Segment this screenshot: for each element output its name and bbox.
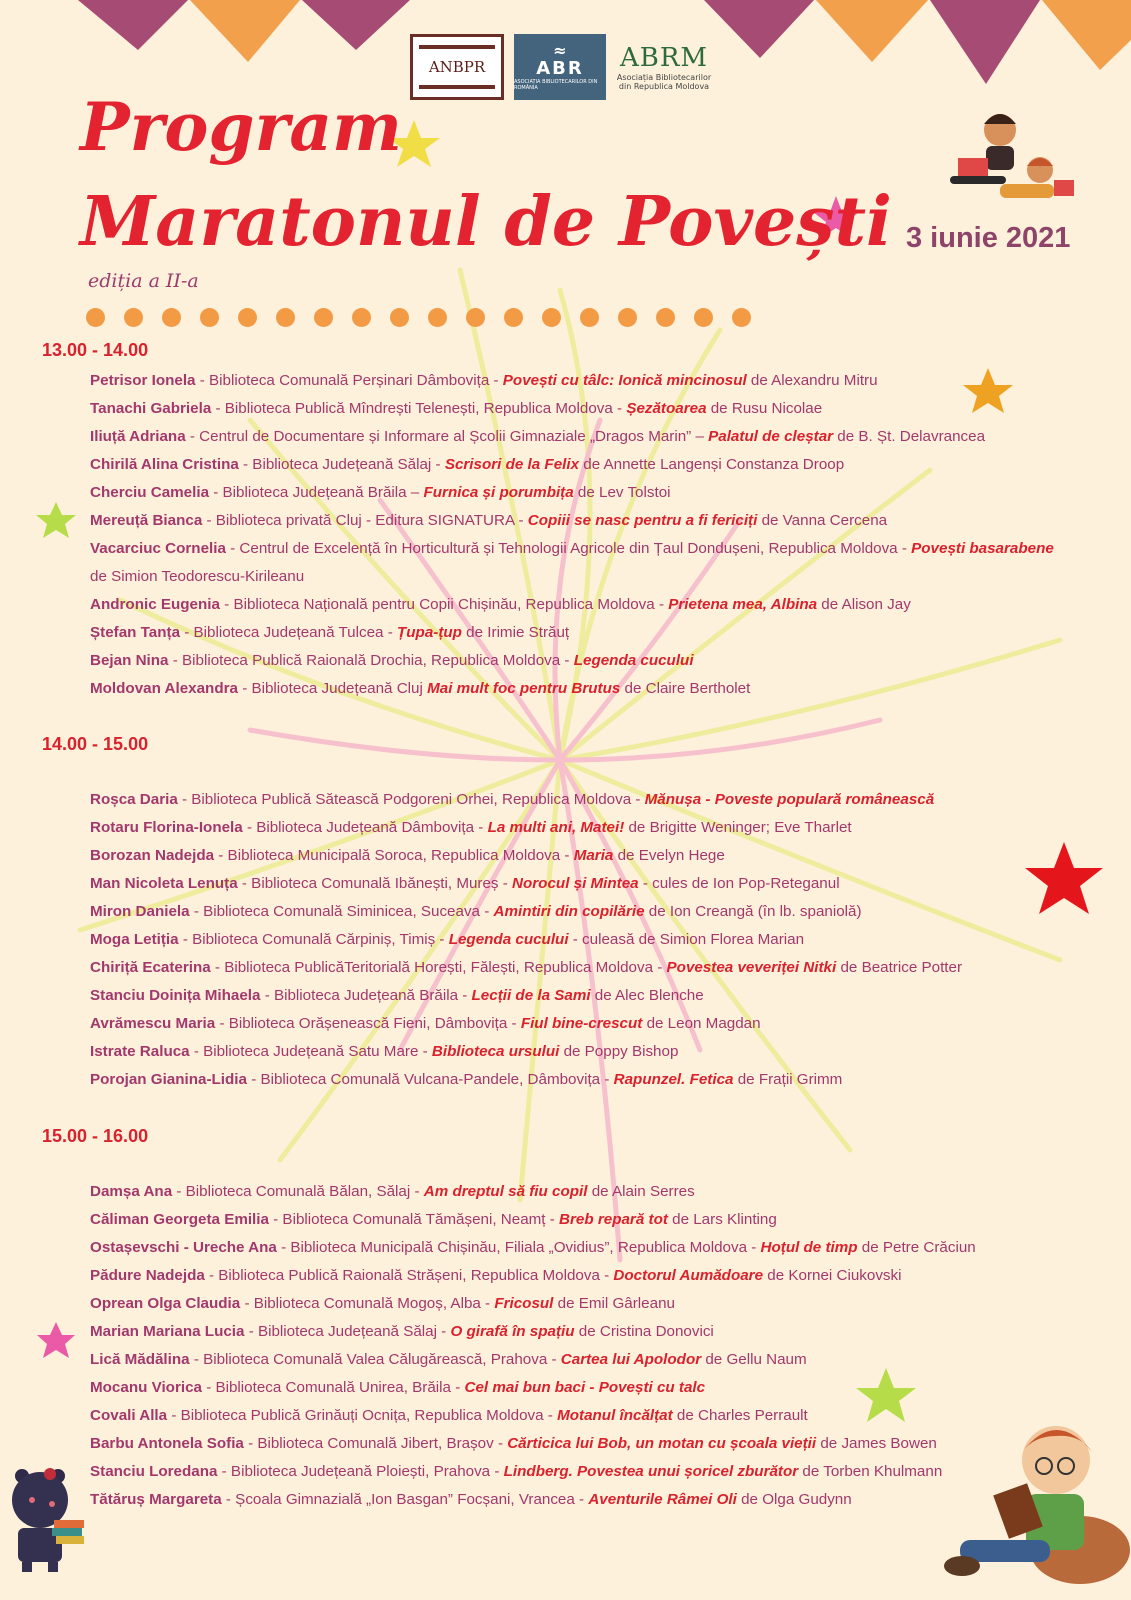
program-entry [90, 1010, 1070, 1038]
program-entry [90, 423, 1070, 451]
library-name: - Biblioteca Națională pentru Copii Chișinău, Republica Moldova - [219, 596, 669, 613]
library-name: - Biblioteca Comunală Siminicea, Suceava - [189, 903, 494, 920]
reader-name: Roșca Daria [90, 791, 178, 808]
library-name: - Biblioteca Publică Raională Strășeni, Republica Moldova - [204, 1267, 614, 1284]
book-title: O girafă în spațiu [450, 1323, 575, 1340]
program-entry [90, 814, 1070, 842]
reader-name: Rotaru Florina-Ionela [90, 819, 243, 836]
book-title: Mănușa - Poveste populară românească [644, 791, 935, 808]
time-slot-heading: 13.00 - 14.00 [42, 340, 149, 360]
library-name: - Biblioteca Comunală Valea Călugărească, Prahova - [189, 1351, 561, 1368]
program-entry [90, 1374, 1070, 1402]
abrm-logo [616, 34, 712, 100]
program-entry [90, 1262, 1070, 1290]
library-name: - Biblioteca Comunală Unirea, Brăila - [201, 1379, 465, 1396]
book-title: Biblioteca ursului [431, 1043, 560, 1060]
book-author: de James Bowen [816, 1435, 937, 1452]
program-entry [90, 786, 1070, 814]
book-author: de Frații Grimm [733, 1071, 843, 1088]
library-name: - Biblioteca Comunală Tămășeni, Neamț - [268, 1211, 560, 1228]
library-name: - Biblioteca PublicăTeritorială Horești, Fălești, Republica Moldova - [210, 959, 667, 976]
page-title-line1: Program [80, 88, 402, 166]
program-entry [90, 1346, 1070, 1374]
book-title: Povești basarabene [911, 540, 1054, 557]
book-author: de Annette Langenși Constanza Droop [579, 456, 845, 473]
book-author: de Poppy Bishop [559, 1043, 679, 1060]
reader-name: Mereuță Bianca [90, 512, 203, 529]
program-entry [90, 535, 1070, 591]
program-entry [90, 1458, 1070, 1486]
book-author: de Lars Klinting [667, 1211, 777, 1228]
book-title: Scrisori de la Felix [444, 456, 580, 473]
book-author: - cules de Ion Pop-Reteganul [638, 875, 840, 892]
reader-name: Tanachi Gabriela [90, 400, 212, 417]
book-title: Cartea lui Apolodor [560, 1351, 702, 1368]
divider-dot [580, 308, 599, 327]
time-slot-heading: 14.00 - 15.00 [42, 734, 149, 754]
book-author: de Lev Tolstoi [573, 484, 671, 501]
program-entry [90, 619, 1070, 647]
book-author: de Emil Gârleanu [553, 1295, 675, 1312]
book-author: - culeasă de Simion Florea Marian [568, 931, 805, 948]
wave-icon: ≈ [553, 40, 567, 60]
library-name: - Biblioteca Orășenească Fieni, Dâmbovița - [215, 1015, 521, 1032]
book-title: Cărticica lui Bob, un motan cu școala vieții [507, 1435, 817, 1452]
program-entry [90, 395, 1070, 423]
reader-name: Chiriță Ecaterina [90, 959, 211, 976]
divider-dot [618, 308, 637, 327]
program-entry [90, 1234, 1070, 1262]
program-entry [90, 479, 1070, 507]
book-author: de Vanna Cercena [757, 512, 888, 529]
book-author: de Olga Gudynn [736, 1491, 852, 1508]
reader-name: Cherciu Camelia [90, 484, 210, 501]
program-entry [90, 1038, 1070, 1066]
divider-dot [390, 308, 409, 327]
book-title: Legenda cucului [573, 652, 694, 669]
book-author: de Charles Perrault [672, 1407, 808, 1424]
program-entry [90, 1290, 1070, 1318]
book-author: de Alexandru Mitru [746, 372, 878, 389]
reader-name: Barbu Antonela Sofia [90, 1435, 244, 1452]
abr-logo-text: ABR [536, 57, 584, 79]
abr-logo-subtitle: ASOCIAȚIA BIBLIOTECARILOR DIN ROMÂNIA [514, 78, 598, 91]
reader-name: Man Nicoleta Lenuța [90, 875, 238, 892]
book-title: Copiii se nasc pentru a fi fericiți [527, 512, 758, 529]
program-entry [90, 1402, 1070, 1430]
library-name: - Centrul de Documentare și Informare al Școlii Gimnaziale „Dragos Marin” – [185, 428, 709, 445]
book-title: Breb repară tot [559, 1211, 668, 1228]
book-title: Furnica și porumbița [423, 484, 574, 501]
library-name: - Biblioteca Județeană Cluj [237, 680, 428, 697]
reader-name: Ștefan Tanța [90, 624, 181, 641]
divider-dot [466, 308, 485, 327]
reader-name: Andronic Eugenia [90, 596, 220, 613]
book-title: Cel mai bun baci - Povești cu talc [464, 1379, 706, 1396]
book-title: Amintiri din copilărie [493, 903, 645, 920]
book-title: Aventurile Râmei Oli [588, 1491, 737, 1508]
book-title: La multi ani, Matei! [487, 819, 625, 836]
reader-name: Oprean Olga Claudia [90, 1295, 241, 1312]
book-author: de Evelyn Hege [613, 847, 725, 864]
book-title: Lecții de la Sami [471, 987, 591, 1004]
reader-name: Tătăruș Margareta [90, 1491, 222, 1508]
book-title: Povești cu tâlc: Ionică mincinosul [502, 372, 747, 389]
partner-logos [410, 34, 712, 100]
book-title: Norocul și Mintea [512, 875, 639, 892]
book-title: Țupa-țup [397, 624, 462, 641]
library-name: - Biblioteca Județeană Satu Mare - [189, 1043, 432, 1060]
edition-label: ediția a II-a [88, 270, 199, 292]
library-name: - Biblioteca Publică Mîndrești Telenești, Republica Moldova - [211, 400, 627, 417]
library-name: - Centrul de Excelență în Horticultură și Tehnologii Agricole din Țaul Dondușeni, Republica Moldova - [225, 540, 912, 557]
program-entry [90, 1178, 1070, 1206]
reader-name: Porojan Gianina-Lidia [90, 1071, 247, 1088]
library-name: - Biblioteca Județeană Dâmbovița - [242, 819, 488, 836]
program-entry [90, 451, 1070, 479]
divider-dot [124, 308, 143, 327]
library-name: - Biblioteca Comunală Vulcana-Pandele, Dâmbovița - [246, 1071, 614, 1088]
book-title: Motanul încălțat [557, 1407, 673, 1424]
program-entry [90, 1430, 1070, 1458]
book-author: de Alain Serres [587, 1183, 695, 1200]
library-name: - Biblioteca privată Cluj - Editura SIGNATURA - [202, 512, 528, 529]
library-name: - Biblioteca Comunală Jibert, Brașov - [243, 1435, 508, 1452]
book-author: de Kornei Ciukovski [763, 1267, 902, 1284]
reader-name: Ostașevschi - Ureche Ana [90, 1239, 277, 1256]
library-name: - Biblioteca Publică Raională Drochia, Republica Moldova - [168, 652, 574, 669]
program-entry [90, 647, 1070, 675]
book-author: de B. Șt. Delavrancea [833, 428, 986, 445]
program-entry [90, 982, 1070, 1010]
library-name: - Biblioteca Comunală Mogoș, Alba - [240, 1295, 495, 1312]
book-author: de Brigitte Weninger; Eve Tharlet [624, 819, 852, 836]
book-author: de Irimie Străuț [461, 624, 570, 641]
reader-name: Covali Alla [90, 1407, 168, 1424]
page-title-line2: Maratonul de Povești [80, 182, 892, 262]
library-name: - Biblioteca Municipală Chișinău, Filiala „Ovidius”, Republica Moldova - [276, 1239, 761, 1256]
program-entry [90, 675, 1070, 703]
book-author: de Rusu Nicolae [706, 400, 823, 417]
book-author: de Simion Teodorescu-Kirileanu [90, 568, 305, 585]
library-name: - Biblioteca Publică Grinăuți Ocnița, Republica Moldova - [167, 1407, 558, 1424]
book-title: Am dreptul să fiu copil [423, 1183, 588, 1200]
book-title: Doctorul Aumădoare [613, 1267, 764, 1284]
reader-name: Moldovan Alexandra [90, 680, 238, 697]
library-name: - Biblioteca Comunală Cărpiniș, Timiș - [178, 931, 449, 948]
program-entry [90, 1486, 1070, 1514]
library-name: - Școala Gimnazială „Ion Basgan” Focșani, Vrancea - [221, 1491, 589, 1508]
book-author: de Alec Blenche [590, 987, 704, 1004]
program-entry [90, 1066, 1070, 1094]
reader-name: Damșa Ana [90, 1183, 173, 1200]
program-entry [90, 367, 1070, 395]
program-entry [90, 954, 1070, 982]
program-entry [90, 870, 1070, 898]
library-name: - Biblioteca Județeană Ploiești, Prahova - [217, 1463, 504, 1480]
program-entry [90, 842, 1070, 870]
program-entry [90, 898, 1070, 926]
reader-name: Stanciu Doinița Mihaela [90, 987, 261, 1004]
divider-dot [428, 308, 447, 327]
book-title: Prietena mea, Albina [668, 596, 818, 613]
divider-dot [352, 308, 371, 327]
divider-dot [732, 308, 751, 327]
reader-name: Marian Mariana Lucia [90, 1323, 245, 1340]
reader-name: Bejan Nina [90, 652, 169, 669]
library-name: - Biblioteca Publică Sătească Podgoreni Orhei, Republica Moldova - [177, 791, 645, 808]
library-name: - Biblioteca Județeană Tulcea - [180, 624, 397, 641]
divider-dot [238, 308, 257, 327]
reader-name: Căliman Georgeta Emilia [90, 1211, 269, 1228]
library-name: - Biblioteca Județeană Brăila – [209, 484, 424, 501]
reading-children-illustration [950, 114, 1074, 198]
book-title: Fricosul [494, 1295, 554, 1312]
reader-name: Miron Daniela [90, 903, 190, 920]
divider-dot [314, 308, 333, 327]
reader-name: Petrisor Ionela [90, 372, 196, 389]
book-author: de Cristina Donovici [574, 1323, 714, 1340]
book-title: Lindberg. Povestea unui șoricel zburător [503, 1463, 799, 1480]
book-author: de Beatrice Potter [836, 959, 963, 976]
library-name: - Biblioteca Județeană Sălaj - [238, 456, 445, 473]
program-entry [90, 591, 1070, 619]
reader-name: Avrămescu Maria [90, 1015, 216, 1032]
abrm-logo-subtitle: Asociația Bibliotecarilor din Republica Moldova [616, 73, 712, 91]
library-name: - Biblioteca Comunală Ibănești, Mureș - [237, 875, 513, 892]
book-title: Palatul de cleștar [708, 428, 834, 445]
divider-dot [86, 308, 105, 327]
book-author: de Claire Bertholet [620, 680, 751, 697]
book-author: de Torben Khulmann [798, 1463, 943, 1480]
book-title: Legenda cucului [448, 931, 569, 948]
library-name: - Biblioteca Municipală Soroca, Republica Moldova - [214, 847, 574, 864]
book-title: Povestea veveriței Nitki [666, 959, 837, 976]
abrm-logo-text: ABRM [619, 43, 709, 73]
book-author: de Leon Magdan [642, 1015, 761, 1032]
book-title: Hoțul de timp [760, 1239, 858, 1256]
reader-name: Stanciu Loredana [90, 1463, 218, 1480]
reader-name: Mocanu Viorica [90, 1379, 202, 1396]
library-name: - Biblioteca Comunală Bălan, Sălaj - [172, 1183, 424, 1200]
reader-name: Moga Letiția [90, 931, 179, 948]
reader-name: Iliuță Adriana [90, 428, 186, 445]
event-date: 3 iunie 2021 [906, 222, 1071, 254]
book-author: de Gellu Naum [701, 1351, 807, 1368]
library-name: - Biblioteca Județeană Sălaj - [244, 1323, 451, 1340]
anbpr-logo [410, 34, 504, 100]
divider-dot [276, 308, 295, 327]
book-title: Șezătoarea [626, 400, 707, 417]
reader-name: Vacarciuc Cornelia [90, 540, 226, 557]
abr-logo [514, 34, 606, 100]
reader-name: Lică Mădălina [90, 1351, 190, 1368]
book-author: de Petre Crăciun [857, 1239, 976, 1256]
library-name: - Biblioteca Județeană Brăila - [260, 987, 472, 1004]
reader-name: Chirilă Alina Cristina [90, 456, 239, 473]
dot-divider [86, 308, 751, 327]
divider-dot [542, 308, 561, 327]
divider-dot [162, 308, 181, 327]
divider-dot [656, 308, 675, 327]
library-name: - Biblioteca Comunală Perșinari Dâmbovița - [195, 372, 503, 389]
anbpr-logo-text: ANBPR [428, 58, 486, 76]
divider-dot [200, 308, 219, 327]
divider-dot [694, 308, 713, 327]
reader-name: Istrate Raluca [90, 1043, 190, 1060]
book-title: Fiul bine-crescut [520, 1015, 643, 1032]
book-title: Mai mult foc pentru Brutus [427, 680, 621, 697]
book-author: de Ion Creangă (în lb. spaniolă) [644, 903, 862, 920]
reader-name: Borozan Nadejda [90, 847, 215, 864]
divider-dot [504, 308, 523, 327]
reader-name: Pădure Nadejda [90, 1267, 205, 1284]
book-title: Rapunzel. Fetica [613, 1071, 734, 1088]
program-entry [90, 507, 1070, 535]
program-entry [90, 1206, 1070, 1234]
book-author: de Alison Jay [817, 596, 911, 613]
time-slot-heading: 15.00 - 16.00 [42, 1126, 149, 1146]
book-title: Maria [573, 847, 614, 864]
bear-with-books-illustration [12, 1468, 84, 1572]
program-entry [90, 1318, 1070, 1346]
program-entry [90, 926, 1070, 954]
